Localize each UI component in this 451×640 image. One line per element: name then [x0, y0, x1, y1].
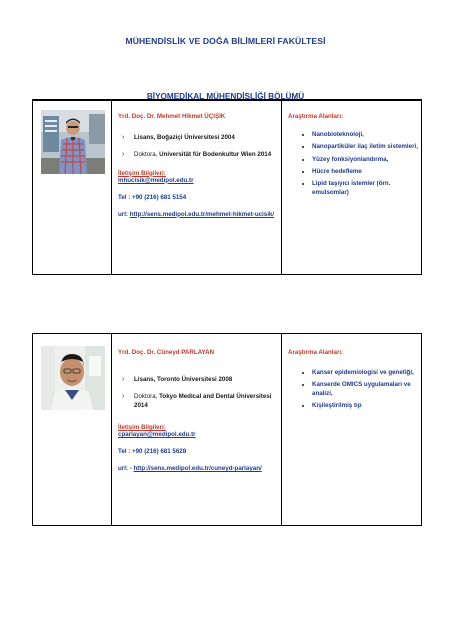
- research-heading: Araştırma Alanları:: [288, 113, 344, 120]
- profile-url: url: http://sens.medipol.edu.tr/mehmet-hikmet-ucisik/: [118, 210, 275, 218]
- research-topic: • Kanser epidemiologisi ve genetiği,: [312, 368, 421, 377]
- profile-photo: [41, 110, 105, 174]
- person-name: Yrd. Doç. Dr. Cüneyd PARLAYAN: [118, 349, 215, 356]
- photo-cell: [33, 334, 112, 525]
- profile-url-link[interactable]: http://sens.medipol.edu.tr/cuneyd-parlayan/: [133, 465, 262, 473]
- faculty-card: [32, 333, 422, 526]
- education-list: [118, 134, 281, 160]
- info-cell: [112, 334, 282, 525]
- email-link[interactable]: cparlayan@medipol.edu.tr: [118, 431, 196, 439]
- research-heading: Araştırma Alanları:: [288, 349, 344, 356]
- research-cell: [282, 101, 421, 274]
- person-name: Yrd. Doç. Dr. Mehmet Hikmet ÜÇIŞIK: [118, 113, 226, 120]
- education-item: › Lisans, Boğaziçi Üniversitesi 2004: [122, 134, 281, 142]
- research-topic: • Yüzey fonksiyonlandırma,: [312, 155, 421, 164]
- faculty-title: MÜHENDİSLİK VE DOĞA BİLİMLERİ FAKÜLTESİ: [125, 36, 326, 46]
- research-topic: • Kanserde OMICS uygulamaları ve analizi,: [312, 380, 421, 398]
- research-topics: [288, 130, 421, 197]
- research-topic: • Lipid taşıyıcı istemler (örn. emulsomlar): [312, 179, 421, 197]
- education-item: › Doktora, Universität für Bodenkultur Wien 2014: [122, 151, 281, 159]
- research-topic: • Nanopartiküler ilaç iletim sistemleri,: [312, 142, 421, 151]
- profile-url: url: - http://sens.medipol.edu.tr/cuneyd-parlayan/: [118, 465, 262, 473]
- research-topic: • Kişileştirilmiş tıp: [312, 401, 421, 410]
- contact-heading: İletişim Bilgileri:: [118, 424, 166, 432]
- education-item: › Doktora, Tokyo Medical and Dental Üniversitesi 2014: [122, 393, 281, 410]
- education-list: [118, 376, 281, 410]
- department-title: BİYOMEDİKAL MÜHENDİSLİĞİ BÖLÜMÜ: [146, 92, 305, 101]
- info-cell: [112, 101, 282, 274]
- research-topics: [288, 368, 421, 410]
- phone-number: Tel : +90 (216) 681 5154: [118, 193, 187, 201]
- research-cell: [282, 334, 421, 525]
- contact-heading: İletişim Bilgileri:: [118, 169, 166, 177]
- profile-photo: [41, 346, 105, 410]
- email-link[interactable]: mhucisik@medipol.edu.tr: [118, 176, 194, 184]
- faculty-card: [32, 99, 422, 275]
- photo-cell: [33, 101, 112, 274]
- profile-url-link[interactable]: http://sens.medipol.edu.tr/mehmet-hikmet-ucisik/: [129, 210, 275, 218]
- research-topic: • Hücre hedefleme: [312, 167, 421, 176]
- education-item: › Lisans, Toronto Üniversitesi 2008: [122, 376, 281, 384]
- research-topic: • Nanobioteknoloji,: [312, 130, 421, 139]
- phone-number: Tel : +90 (216) 681 5628: [118, 448, 187, 456]
